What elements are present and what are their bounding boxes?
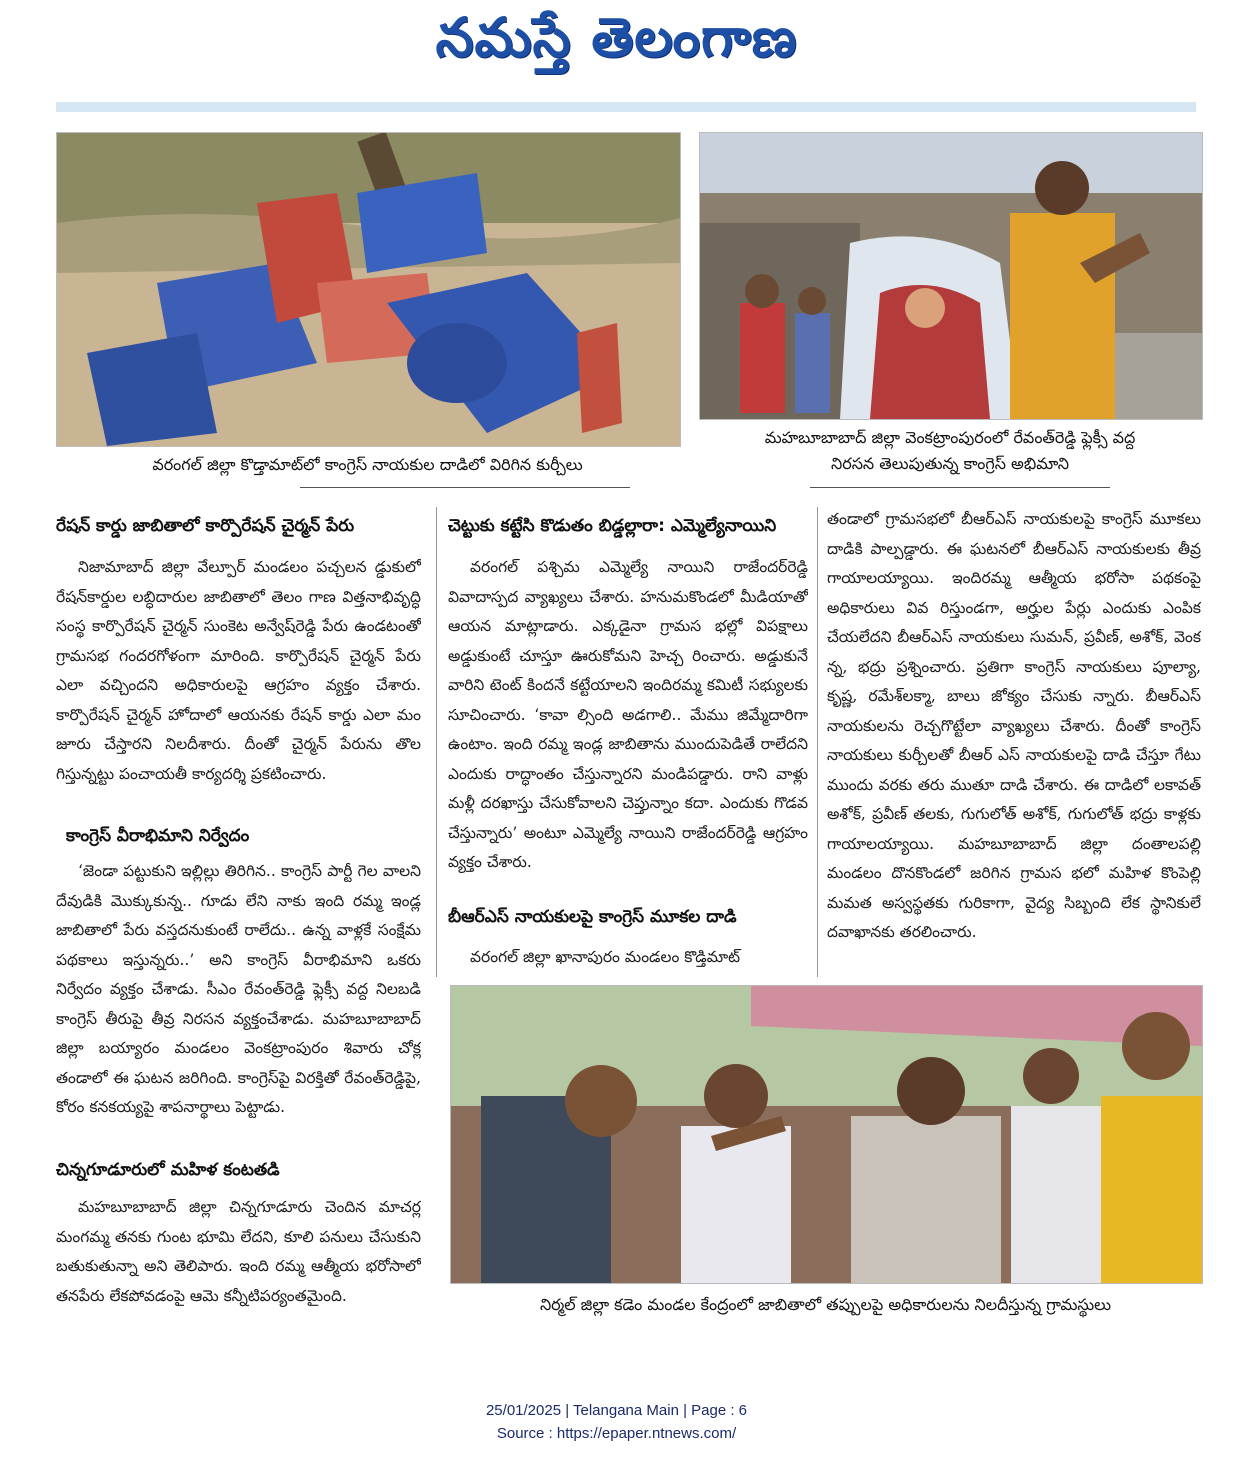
villagers-photo [450,985,1203,1284]
page-footer-dateline: 25/01/2025 | Telangana Main | Page : 6 [485,1402,748,1419]
congress-fan-body [56,857,421,1141]
woman-tears-heading: చిన్నగూడూరులో మహిళ కంటతడి [56,1160,280,1180]
broken-chairs-photo [56,132,681,447]
brs-attack-heading: బీఆర్ఎస్ నాయకులపై కాంగ్రెస్ మూకల దాడి [448,907,737,927]
brs-attack-body-start [448,943,808,973]
ration-card-heading: రేషన్ కార్డు జాబితాలో కార్పొరేషన్ చైర్మన్ పేరు [56,516,355,536]
villagers-caption: నిర్మల్ జిల్లా కడెం మండల కేంద్రంలో జాబితాలో తప్పులపై అధికారులను నిలదీస్తున్న గ్రామస్థులు [539,1295,1112,1314]
mla-warning-heading: చెట్టుకు కట్టేసి కొడుతం బిడ్డల్లారా: ఎమ్మెల్యేనాయిని [448,516,777,536]
masthead [0,0,1233,80]
flexi-caption-line2: నిరసన తెలుపుతున్న కాంగ్రెస్ అభిమాని [830,454,1069,473]
column-rule [436,507,437,977]
congress-fan-heading: కాంగ్రెస్ వీరాభిమాని నిర్వేదం [66,826,250,846]
broken-chairs-caption: వరంగల్ జిల్లా కొడ్తామాట్‌లో కాంగ్రెస్ నాయకుల దాడిలో విరిగిన కుర్చీలు [152,455,583,474]
page-footer-source: Source : https://epaper.ntnews.com/ [496,1425,737,1442]
article-paragraph: ‘జెండా పట్టుకుని ఇల్లిల్లు తిరిగిన.. కాంగ్రెస్ పార్టీ గెల వాలని దేవుడికి మొక్కుకున్న.. గూడు లేని నాకు ఇంది రమ్మ ఇండ్ల జాబితాలో పేరు వస్తదనుకుంటే రాలేదు.. ఉన్న వాళ్లకే సంక్షేమ పథకాలు ఇస్తున్నరు..’ అని కాంగ్రెస్ వీరాభిమాని ఒకరు నిర్వేదం వ్యక్తం చేశాడు. సీఎం రేవంత్‌రెడ్డి ఫ్లెక్సీ వద్ద నిలబడి కాంగ్రెస్ తీరుపై తీవ్ర నిరసన వ్యక్తంచేశాడు. మహబూబాబాద్ జిల్లా బయ్యారం మండలం వెంకట్రాంపురం శివారు చోక్ల తండాలో ఈ ఘటన జరిగింది. కాంగ్రెస్‌పై విరక్తితో రేవంత్‌రెడ్డిపై, కోరం కనకయ్యపై శాపనార్థాలు పెట్టాడు. [56,862,421,1116]
column-rule [817,507,818,977]
flexi-caption-line1: మహబూబాబాద్ జిల్లా వెంకట్రాంపురంలో రేవంత్‌రెడ్డి ఫ్లెక్సీ వద్ద [764,428,1136,447]
flexi-protest-photo [699,132,1203,420]
caption-divider [300,487,630,488]
newspaper-logo: నమస్తే తెలంగాణ [435,6,798,69]
woman-tears-body [56,1193,421,1333]
article-paragraph: నిజామాబాద్ జిల్లా వేల్పూర్ మండలం పచ్చలన డ్డుకు‌లో రేషన్‌కార్డుల లబ్ధిదారుల జాబితాలో తెలం గాణ విత్తనాభివృద్ధి సంస్థ కార్పొరేషన్ చైర్మన్ సుంకెట అన్వేష్‌రెడ్డి పేరు ఉండటంతో గ్రామసభ గందరగోళంగా మారింది. కార్పొరేషన్ చైర్మన్ పేరు ఎలా వచ్చిందని అధికారులపై ఆగ్రహం వ్యక్తం చేశారు. కార్పొరేషన్ చైర్మన్ హోదాలో ఆయనకు రేషన్ కార్డు ఎలా మం జూరు చేస్తారని నిలదీశారు. దీంతో చైర్మన్ పేరును తొల గిస్తున్నట్టు పంచాయతీ కార్యదర్శి ప్రకటించారు. [56,558,421,783]
brs-attack-body-continued [827,505,1201,975]
caption-divider [810,487,1110,488]
article-paragraph: తండాలో గ్రామసభలో బీఆర్ఎస్ నాయకులపై కాంగ్రెస్ మూకలు దాడికి పాల్పడ్డారు. ఈ ఘటనలో బీఆర్ఎస్ నాయకులకు తీవ్ర గాయాలయ్యాయి. ఇందిరమ్మ ఆత్మీయ భరోసా పథకంపై అధికారులు వివ రిస్తుండగా, అర్హుల పేర్లు ఎందుకు ఎంపిక చేయలేదని బీఆర్ఎస్ నాయకులు సుమన్, ప్రవీణ్, అశోక్, వెంక న్న, భద్రు ప్రశ్నించారు. ప్రతిగా కాంగ్రెస్ నాయకులు పూల్యా, కృష్ణ, రమేశ్‌లక్మా, బాలు జోక్యం చేసుకు న్నారు. బీఆర్ఎస్ నాయకులను రెచ్చగొట్టేలా వ్యాఖ్యలు చేశారు. దీంతో కాంగ్రెస్ నాయకులు కుర్చీలతో బీఆర్ ఎస్ నాయకులపై దాడి చేస్తూ గేటు ముందు వరకు తరు ముతూ దాడి చేశారు. ఈ దాడిలో లకావత్ అశోక్, ప్రవీణ్ తలకు, గుగులోత్ అశోక్, గుగులోత్ భద్రు కాళ్లకు గాయాలయ్యాయి. మహబూబాబాద్ జిల్లా దంతాలపల్లి మండలం దొనకొండలో జరిగిన గ్రామస భలో మహిళ కొంపెల్లి మమత అస్వస్థతకు గురికాగా, వైద్య సిబ్బంది లేక స్థానికులే దవాఖానకు తరలించారు. [827,510,1201,941]
article-paragraph: మహబూబాబాద్ జిల్లా చిన్నగూడూరు చెందిన మాచర్ల మంగమ్మ తనకు గుంట భూమి లేదని, కూలి పనులు చేసుకుని బతుకుతున్నా అని తెలిపారు. ఇంది రమ్మ ఆత్మీయ భరోసాలో తనపేరు లేకపోవడంపై ఆమె కన్నీటిపర్యంతమైంది. [56,1198,421,1305]
article-paragraph: వరంగల్ జిల్లా ఖానాపురం మండలం కొడ్తిమాట్ [470,948,741,966]
ration-card-body [56,553,421,807]
article-paragraph: వరంగల్ పశ్చిమ ఎమ్మెల్యే నాయిని రాజేందర్‌రెడ్డి వివాదాస్పద వ్యాఖ్యలు చేశారు. హనుమకొండలో మీడియాతో ఆయన మాట్లాడారు. ఎక్కడైనా గ్రామస భల్లో విపక్షాలు అడ్డుకుంటే చూస్తూ ఊరుకోమని హెచ్చ రించారు. అడ్డుకునే వారిని టెంట్ కిందనే కట్టేయాలని ఇందిరమ్మ కమిటీ సభ్యులకు సూచించారు. ‘కావా ల్సింది అడగాలి.. మేము జిమ్మేదారిగా ఉంటాం. ఇంది రమ్మ ఇండ్ల జాబితాను ముందుపెడితే రాలేదని ఎందుకు రాద్ధాంతం చేస్తున్నారని మండిపడ్డారు. రాని వాళ్లు మళ్లీ దరఖాస్తు చేసుకోవాలని చెప్తున్నాం కదా. ఎందుకు గొడవ చేస్తున్నారు’ అంటూ ఎమ్మెల్యే నాయిని రాజేందర్‌రెడ్డి ఆగ్రహం వ్యక్తం చేశారు. [448,558,808,871]
masthead-rule [56,102,1196,112]
mla-warning-body [448,553,808,883]
